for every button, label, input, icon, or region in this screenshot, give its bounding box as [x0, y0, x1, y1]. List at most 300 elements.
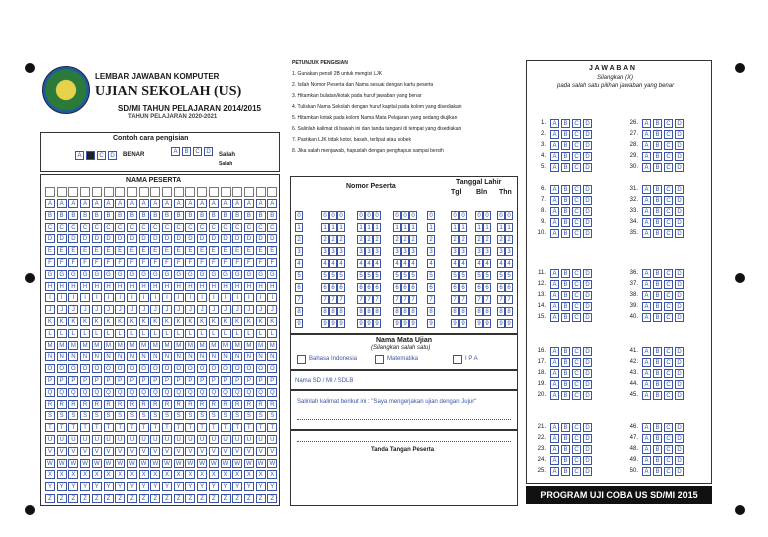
name-bubble[interactable]: N	[127, 352, 137, 361]
name-bubble[interactable]: K	[256, 317, 266, 326]
name-bubble[interactable]: K	[45, 317, 55, 326]
digit-bubble[interactable]: 8	[483, 307, 491, 316]
name-bubble[interactable]: Q	[115, 388, 125, 397]
digit-bubble[interactable]: 4	[373, 259, 381, 268]
answer-bubble[interactable]: B	[653, 434, 662, 443]
name-bubble[interactable]: D	[267, 234, 277, 243]
answer-bubble[interactable]: D	[675, 358, 684, 367]
name-bubble[interactable]: E	[221, 246, 231, 255]
answer-bubble[interactable]: A	[550, 291, 559, 300]
name-bubble[interactable]: C	[267, 223, 277, 232]
name-bubble[interactable]: S	[92, 411, 102, 420]
name-bubble[interactable]: H	[139, 282, 149, 291]
answer-bubble[interactable]: B	[561, 313, 570, 322]
answer-bubble[interactable]: B	[561, 185, 570, 194]
name-bubble[interactable]: L	[139, 329, 149, 338]
answer-bubble[interactable]: C	[572, 291, 581, 300]
digit-bubble[interactable]: 2	[393, 235, 401, 244]
name-bubble[interactable]: O	[115, 364, 125, 373]
name-bubble[interactable]: U	[209, 435, 219, 444]
name-bubble[interactable]: Y	[174, 482, 184, 491]
name-bubble[interactable]: J	[104, 305, 114, 314]
name-bubble[interactable]: X	[45, 470, 55, 479]
name-bubble[interactable]: F	[127, 258, 137, 267]
answer-bubble[interactable]: C	[664, 207, 673, 216]
name-bubble[interactable]: R	[244, 400, 254, 409]
answer-bubble[interactable]: D	[583, 269, 592, 278]
name-bubble[interactable]: U	[115, 435, 125, 444]
digit-bubble[interactable]: 8	[427, 307, 435, 316]
name-bubble[interactable]: F	[256, 258, 266, 267]
name-bubble[interactable]: N	[174, 352, 184, 361]
name-bubble[interactable]: A	[185, 199, 195, 208]
digit-bubble[interactable]: 6	[321, 283, 329, 292]
name-bubble[interactable]: K	[267, 317, 277, 326]
digit-bubble[interactable]: 4	[321, 259, 329, 268]
answer-bubble[interactable]: B	[561, 152, 570, 161]
digit-bubble[interactable]: 7	[451, 295, 459, 304]
answer-bubble[interactable]: D	[583, 207, 592, 216]
digit-bubble[interactable]: 4	[365, 259, 373, 268]
name-bubble[interactable]: B	[197, 211, 207, 220]
name-cell[interactable]	[185, 187, 195, 197]
name-bubble[interactable]: A	[92, 199, 102, 208]
name-bubble[interactable]: W	[80, 459, 90, 468]
name-bubble[interactable]: N	[45, 352, 55, 361]
name-bubble[interactable]: E	[115, 246, 125, 255]
name-bubble[interactable]: V	[115, 447, 125, 456]
name-bubble[interactable]: X	[162, 470, 172, 479]
digit-bubble[interactable]: 1	[459, 223, 467, 232]
name-bubble[interactable]: S	[57, 411, 67, 420]
name-bubble[interactable]: M	[45, 341, 55, 350]
name-bubble[interactable]: T	[68, 423, 78, 432]
name-bubble[interactable]: F	[197, 258, 207, 267]
digit-bubble[interactable]: 9	[337, 319, 345, 328]
digit-bubble[interactable]: 7	[295, 295, 303, 304]
digit-bubble[interactable]: 9	[401, 319, 409, 328]
digit-bubble[interactable]: 3	[483, 247, 491, 256]
name-bubble[interactable]: Q	[92, 388, 102, 397]
digit-bubble[interactable]: 2	[365, 235, 373, 244]
digit-bubble[interactable]: 8	[393, 307, 401, 316]
name-bubble[interactable]: C	[92, 223, 102, 232]
name-bubble[interactable]: V	[68, 447, 78, 456]
digit-bubble[interactable]: 1	[373, 223, 381, 232]
answer-bubble[interactable]: B	[561, 218, 570, 227]
answer-bubble[interactable]: B	[561, 347, 570, 356]
answer-bubble[interactable]: A	[642, 445, 651, 454]
name-bubble[interactable]: A	[267, 199, 277, 208]
digit-bubble[interactable]: 2	[475, 235, 483, 244]
digit-bubble[interactable]: 5	[337, 271, 345, 280]
digit-bubble[interactable]: 0	[409, 211, 417, 220]
name-bubble[interactable]: V	[185, 447, 195, 456]
name-bubble[interactable]: A	[115, 199, 125, 208]
name-bubble[interactable]: O	[185, 364, 195, 373]
name-bubble[interactable]: O	[104, 364, 114, 373]
name-bubble[interactable]: F	[104, 258, 114, 267]
name-bubble[interactable]: Z	[267, 494, 277, 503]
name-bubble[interactable]: L	[256, 329, 266, 338]
name-bubble[interactable]: D	[115, 234, 125, 243]
name-bubble[interactable]: K	[209, 317, 219, 326]
digit-bubble[interactable]: 6	[401, 283, 409, 292]
digit-bubble[interactable]: 0	[357, 211, 365, 220]
name-bubble[interactable]: D	[45, 234, 55, 243]
name-bubble[interactable]: L	[80, 329, 90, 338]
answer-bubble[interactable]: B	[561, 445, 570, 454]
digit-bubble[interactable]: 5	[295, 271, 303, 280]
name-bubble[interactable]: K	[197, 317, 207, 326]
digit-bubble[interactable]: 1	[321, 223, 329, 232]
digit-bubble[interactable]: 8	[321, 307, 329, 316]
answer-bubble[interactable]: C	[572, 130, 581, 139]
name-bubble[interactable]: R	[104, 400, 114, 409]
answer-bubble[interactable]: C	[664, 218, 673, 227]
name-bubble[interactable]: C	[150, 223, 160, 232]
name-bubble[interactable]: U	[267, 435, 277, 444]
name-bubble[interactable]: S	[197, 411, 207, 420]
name-bubble[interactable]: Q	[80, 388, 90, 397]
name-bubble[interactable]: T	[57, 423, 67, 432]
digit-bubble[interactable]: 8	[459, 307, 467, 316]
digit-bubble[interactable]: 7	[475, 295, 483, 304]
answer-bubble[interactable]: C	[572, 229, 581, 238]
name-bubble[interactable]: L	[209, 329, 219, 338]
name-bubble[interactable]: H	[185, 282, 195, 291]
name-bubble[interactable]: L	[162, 329, 172, 338]
digit-bubble[interactable]: 9	[459, 319, 467, 328]
name-bubble[interactable]: J	[45, 305, 55, 314]
name-cell[interactable]	[244, 187, 254, 197]
name-bubble[interactable]: E	[174, 246, 184, 255]
name-bubble[interactable]: X	[256, 470, 266, 479]
digit-bubble[interactable]: 1	[427, 223, 435, 232]
digit-bubble[interactable]: 3	[295, 247, 303, 256]
name-bubble[interactable]: K	[162, 317, 172, 326]
name-bubble[interactable]: D	[139, 234, 149, 243]
digit-bubble[interactable]: 8	[357, 307, 365, 316]
digit-bubble[interactable]: 4	[337, 259, 345, 268]
answer-bubble[interactable]: D	[583, 218, 592, 227]
name-bubble[interactable]: O	[68, 364, 78, 373]
name-bubble[interactable]: R	[174, 400, 184, 409]
digit-bubble[interactable]: 0	[373, 211, 381, 220]
name-bubble[interactable]: U	[127, 435, 137, 444]
name-bubble[interactable]: W	[45, 459, 55, 468]
name-bubble[interactable]: H	[68, 282, 78, 291]
name-bubble[interactable]: C	[174, 223, 184, 232]
name-bubble[interactable]: O	[244, 364, 254, 373]
name-bubble[interactable]: F	[221, 258, 231, 267]
name-bubble[interactable]: L	[232, 329, 242, 338]
name-bubble[interactable]: X	[197, 470, 207, 479]
name-bubble[interactable]: A	[139, 199, 149, 208]
name-bubble[interactable]: M	[256, 341, 266, 350]
digit-bubble[interactable]: 8	[475, 307, 483, 316]
name-bubble[interactable]: B	[68, 211, 78, 220]
name-bubble[interactable]: N	[256, 352, 266, 361]
digit-bubble[interactable]: 8	[337, 307, 345, 316]
digit-bubble[interactable]: 9	[393, 319, 401, 328]
name-bubble[interactable]: P	[174, 376, 184, 385]
answer-bubble[interactable]: D	[583, 302, 592, 311]
name-bubble[interactable]: B	[150, 211, 160, 220]
name-bubble[interactable]: A	[232, 199, 242, 208]
name-cell[interactable]	[150, 187, 160, 197]
answer-bubble[interactable]: B	[561, 163, 570, 172]
name-bubble[interactable]: P	[57, 376, 67, 385]
name-bubble[interactable]: S	[256, 411, 266, 420]
name-bubble[interactable]: U	[80, 435, 90, 444]
answer-bubble[interactable]: A	[642, 218, 651, 227]
name-bubble[interactable]: Y	[45, 482, 55, 491]
name-bubble[interactable]: R	[150, 400, 160, 409]
name-bubble[interactable]: Y	[139, 482, 149, 491]
name-bubble[interactable]: P	[232, 376, 242, 385]
name-bubble[interactable]: J	[92, 305, 102, 314]
answer-bubble[interactable]: A	[642, 423, 651, 432]
digit-bubble[interactable]: 1	[451, 223, 459, 232]
name-bubble[interactable]: U	[45, 435, 55, 444]
name-bubble[interactable]: X	[221, 470, 231, 479]
digit-bubble[interactable]: 0	[295, 211, 303, 220]
name-bubble[interactable]: N	[80, 352, 90, 361]
digit-bubble[interactable]: 7	[393, 295, 401, 304]
name-bubble[interactable]: Q	[139, 388, 149, 397]
name-bubble[interactable]: Y	[150, 482, 160, 491]
name-bubble[interactable]: S	[185, 411, 195, 420]
name-bubble[interactable]: H	[244, 282, 254, 291]
digit-bubble[interactable]: 8	[329, 307, 337, 316]
name-bubble[interactable]: B	[80, 211, 90, 220]
name-bubble[interactable]: X	[92, 470, 102, 479]
name-bubble[interactable]: D	[68, 234, 78, 243]
name-bubble[interactable]: P	[45, 376, 55, 385]
name-bubble[interactable]: R	[139, 400, 149, 409]
name-bubble[interactable]: T	[267, 423, 277, 432]
digit-bubble[interactable]: 8	[505, 307, 513, 316]
answer-bubble[interactable]: C	[572, 445, 581, 454]
digit-bubble[interactable]: 3	[357, 247, 365, 256]
name-bubble[interactable]: W	[150, 459, 160, 468]
answer-bubble[interactable]: D	[583, 347, 592, 356]
name-bubble[interactable]: Y	[115, 482, 125, 491]
name-bubble[interactable]: S	[221, 411, 231, 420]
name-bubble[interactable]: B	[174, 211, 184, 220]
name-bubble[interactable]: M	[57, 341, 67, 350]
name-bubble[interactable]: D	[174, 234, 184, 243]
name-bubble[interactable]: J	[127, 305, 137, 314]
name-bubble[interactable]: E	[256, 246, 266, 255]
answer-bubble[interactable]: D	[583, 467, 592, 476]
name-bubble[interactable]: Z	[57, 494, 67, 503]
name-bubble[interactable]: H	[80, 282, 90, 291]
name-bubble[interactable]: W	[104, 459, 114, 468]
digit-bubble[interactable]: 3	[497, 247, 505, 256]
answer-bubble[interactable]: C	[664, 185, 673, 194]
digit-bubble[interactable]: 0	[393, 211, 401, 220]
name-bubble[interactable]: A	[68, 199, 78, 208]
answer-bubble[interactable]: A	[642, 280, 651, 289]
name-bubble[interactable]: P	[139, 376, 149, 385]
name-bubble[interactable]: F	[68, 258, 78, 267]
answer-bubble[interactable]: C	[664, 369, 673, 378]
answer-bubble[interactable]: A	[642, 119, 651, 128]
name-bubble[interactable]: W	[221, 459, 231, 468]
name-bubble[interactable]: V	[80, 447, 90, 456]
name-bubble[interactable]: Z	[256, 494, 266, 503]
digit-bubble[interactable]: 9	[475, 319, 483, 328]
name-bubble[interactable]: R	[92, 400, 102, 409]
answer-bubble[interactable]: C	[572, 347, 581, 356]
name-bubble[interactable]: S	[267, 411, 277, 420]
name-bubble[interactable]: J	[162, 305, 172, 314]
name-bubble[interactable]: G	[80, 270, 90, 279]
name-bubble[interactable]: N	[115, 352, 125, 361]
name-bubble[interactable]: H	[92, 282, 102, 291]
name-bubble[interactable]: Q	[150, 388, 160, 397]
name-bubble[interactable]: M	[127, 341, 137, 350]
answer-bubble[interactable]: A	[550, 302, 559, 311]
name-bubble[interactable]: S	[104, 411, 114, 420]
name-bubble[interactable]: W	[162, 459, 172, 468]
name-bubble[interactable]: O	[162, 364, 172, 373]
name-bubble[interactable]: Y	[232, 482, 242, 491]
answer-bubble[interactable]: C	[664, 119, 673, 128]
digit-bubble[interactable]: 2	[459, 235, 467, 244]
name-bubble[interactable]: K	[244, 317, 254, 326]
digit-bubble[interactable]: 1	[393, 223, 401, 232]
digit-bubble[interactable]: 2	[373, 235, 381, 244]
digit-bubble[interactable]: 8	[295, 307, 303, 316]
answer-bubble[interactable]: D	[583, 196, 592, 205]
name-bubble[interactable]: V	[256, 447, 266, 456]
answer-bubble[interactable]: B	[561, 141, 570, 150]
name-bubble[interactable]: X	[80, 470, 90, 479]
name-bubble[interactable]: K	[139, 317, 149, 326]
answer-bubble[interactable]: C	[572, 358, 581, 367]
name-bubble[interactable]: C	[115, 223, 125, 232]
answer-bubble[interactable]: D	[675, 141, 684, 150]
name-bubble[interactable]: Q	[162, 388, 172, 397]
name-bubble[interactable]: J	[185, 305, 195, 314]
answer-bubble[interactable]: A	[550, 456, 559, 465]
digit-bubble[interactable]: 9	[373, 319, 381, 328]
name-bubble[interactable]: A	[80, 199, 90, 208]
name-bubble[interactable]: P	[104, 376, 114, 385]
name-bubble[interactable]: I	[256, 293, 266, 302]
digit-bubble[interactable]: 2	[329, 235, 337, 244]
digit-bubble[interactable]: 5	[409, 271, 417, 280]
name-bubble[interactable]: W	[232, 459, 242, 468]
answer-bubble[interactable]: D	[583, 423, 592, 432]
name-bubble[interactable]: A	[127, 199, 137, 208]
name-bubble[interactable]: I	[197, 293, 207, 302]
name-bubble[interactable]: F	[209, 258, 219, 267]
name-bubble[interactable]: T	[115, 423, 125, 432]
name-bubble[interactable]: V	[92, 447, 102, 456]
answer-bubble[interactable]: B	[653, 380, 662, 389]
answer-bubble[interactable]: B	[561, 229, 570, 238]
answer-bubble[interactable]: C	[572, 467, 581, 476]
name-bubble[interactable]: N	[150, 352, 160, 361]
digit-bubble[interactable]: 7	[505, 295, 513, 304]
answer-bubble[interactable]: C	[572, 369, 581, 378]
answer-bubble[interactable]: B	[561, 467, 570, 476]
answer-bubble[interactable]: D	[583, 456, 592, 465]
name-bubble[interactable]: B	[92, 211, 102, 220]
name-bubble[interactable]: Y	[57, 482, 67, 491]
answer-bubble[interactable]: B	[653, 163, 662, 172]
digit-bubble[interactable]: 9	[295, 319, 303, 328]
name-bubble[interactable]: B	[162, 211, 172, 220]
name-bubble[interactable]: A	[209, 199, 219, 208]
name-bubble[interactable]: Q	[267, 388, 277, 397]
name-bubble[interactable]: O	[139, 364, 149, 373]
name-bubble[interactable]: L	[267, 329, 277, 338]
name-bubble[interactable]: I	[104, 293, 114, 302]
name-bubble[interactable]: X	[127, 470, 137, 479]
digit-bubble[interactable]: 6	[497, 283, 505, 292]
name-bubble[interactable]: F	[139, 258, 149, 267]
name-bubble[interactable]: L	[244, 329, 254, 338]
digit-bubble[interactable]: 4	[451, 259, 459, 268]
name-bubble[interactable]: Z	[185, 494, 195, 503]
answer-bubble[interactable]: B	[653, 467, 662, 476]
answer-bubble[interactable]: B	[561, 291, 570, 300]
digit-bubble[interactable]: 1	[505, 223, 513, 232]
name-bubble[interactable]: Y	[104, 482, 114, 491]
name-bubble[interactable]: M	[209, 341, 219, 350]
digit-bubble[interactable]: 6	[483, 283, 491, 292]
digit-bubble[interactable]: 5	[459, 271, 467, 280]
name-bubble[interactable]: R	[256, 400, 266, 409]
digit-bubble[interactable]: 4	[497, 259, 505, 268]
name-bubble[interactable]: T	[139, 423, 149, 432]
name-bubble[interactable]: D	[232, 234, 242, 243]
answer-bubble[interactable]: B	[561, 207, 570, 216]
name-bubble[interactable]: V	[197, 447, 207, 456]
name-bubble[interactable]: I	[174, 293, 184, 302]
name-bubble[interactable]: W	[267, 459, 277, 468]
name-bubble[interactable]: K	[115, 317, 125, 326]
name-bubble[interactable]: C	[139, 223, 149, 232]
answer-bubble[interactable]: A	[550, 152, 559, 161]
digit-bubble[interactable]: 0	[475, 211, 483, 220]
name-bubble[interactable]: H	[197, 282, 207, 291]
digit-bubble[interactable]: 6	[451, 283, 459, 292]
digit-bubble[interactable]: 5	[475, 271, 483, 280]
name-bubble[interactable]: P	[162, 376, 172, 385]
digit-bubble[interactable]: 8	[497, 307, 505, 316]
name-cell[interactable]	[267, 187, 277, 197]
name-bubble[interactable]: E	[68, 246, 78, 255]
name-bubble[interactable]: N	[185, 352, 195, 361]
digit-bubble[interactable]: 9	[365, 319, 373, 328]
digit-bubble[interactable]: 8	[373, 307, 381, 316]
name-bubble[interactable]: O	[92, 364, 102, 373]
name-bubble[interactable]: R	[45, 400, 55, 409]
name-cell[interactable]	[45, 187, 55, 197]
answer-bubble[interactable]: A	[550, 280, 559, 289]
answer-bubble[interactable]: D	[583, 291, 592, 300]
name-bubble[interactable]: K	[232, 317, 242, 326]
name-bubble[interactable]: V	[45, 447, 55, 456]
name-bubble[interactable]: G	[104, 270, 114, 279]
digit-bubble[interactable]: 0	[329, 211, 337, 220]
